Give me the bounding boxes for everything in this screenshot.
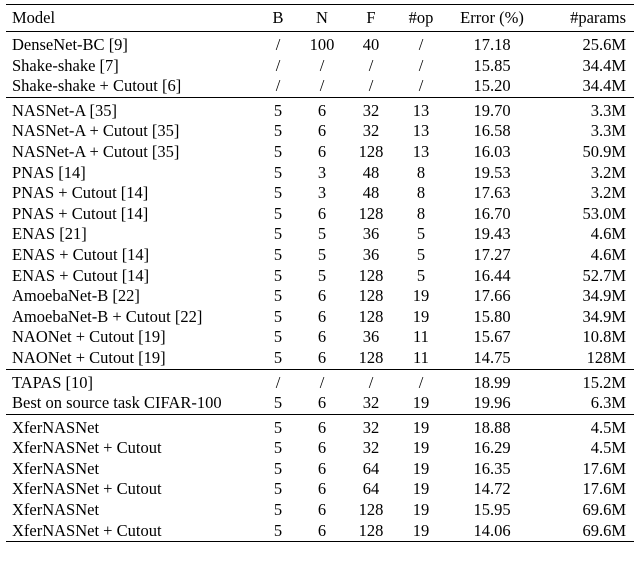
cell-b: 5	[273, 438, 283, 458]
cell-b: 5	[273, 224, 283, 244]
cell-params: 4.5M	[540, 414, 634, 438]
cell-error: 16.44	[473, 265, 511, 285]
cell-b: 5	[273, 327, 283, 347]
cell-op: 19	[412, 286, 430, 306]
cell-model: AmoebaNet-B + Cutout [22]	[12, 306, 203, 326]
cell-error: 19.70	[444, 97, 540, 121]
cell-op: 19	[412, 306, 430, 326]
cell-error: 19.96	[473, 393, 511, 413]
cell-error: 17.63	[473, 183, 511, 203]
cell-n: 6	[317, 479, 327, 499]
cell-op: 19	[412, 458, 430, 478]
table-row	[6, 32, 634, 56]
cell-n: 5	[317, 265, 327, 285]
cell-op: 13	[412, 121, 430, 141]
cell-error: 19.43	[473, 224, 511, 244]
cell-model: ENAS [21]	[12, 224, 87, 244]
cell-n: 6	[317, 393, 327, 413]
cell-op: 11	[413, 327, 429, 347]
cell-model: NASNet-A + Cutout [35]	[12, 141, 180, 161]
results-table	[6, 4, 634, 542]
cell-model: XferNASNet	[6, 414, 256, 438]
cell-model: XferNASNet	[12, 458, 100, 478]
cell-f: 128	[358, 141, 384, 161]
cell-op: /	[418, 55, 424, 75]
cell-b: 5	[273, 203, 283, 223]
cell-b: /	[256, 369, 300, 393]
cell-op: 19	[398, 521, 444, 542]
cell-op: /	[398, 369, 444, 393]
cell-n: 6	[300, 521, 344, 542]
table-row	[6, 348, 634, 369]
cell-n: 6	[317, 121, 327, 141]
cell-model: ENAS + Cutout [14]	[12, 244, 150, 264]
cell-model: XferNASNet + Cutout	[12, 438, 162, 458]
table-row	[6, 121, 634, 142]
cell-params: 4.6M	[590, 244, 626, 264]
cell-op: 5	[416, 224, 426, 244]
cell-params: 25.6M	[540, 32, 634, 56]
cell-error: 15.20	[473, 76, 511, 96]
cell-op: 19	[412, 500, 430, 520]
cell-b: 5	[273, 500, 283, 520]
cell-f: 32	[362, 121, 380, 141]
table-row	[6, 438, 634, 459]
cell-model: PNAS [14]	[12, 162, 86, 182]
cell-f: 128	[344, 521, 398, 542]
cell-n: /	[300, 369, 344, 393]
table-row	[6, 183, 634, 204]
cell-f: 32	[344, 414, 398, 438]
cell-f: 128	[358, 203, 384, 223]
header-b: B	[256, 5, 300, 32]
cell-model: Shake-shake [7]	[12, 55, 119, 75]
table-row	[6, 521, 634, 542]
cell-model: NASNet-A + Cutout [35]	[12, 121, 180, 141]
cell-model: NAONet + Cutout [19]	[12, 347, 166, 367]
cell-params: 50.9M	[582, 141, 626, 161]
cell-error: 16.58	[473, 121, 511, 141]
cell-params: 128M	[586, 347, 626, 367]
cell-op: 8	[416, 183, 426, 203]
cell-b: 5	[273, 121, 283, 141]
cell-n: 3	[317, 183, 327, 203]
cell-f: 48	[362, 162, 380, 182]
cell-error: 18.88	[444, 414, 540, 438]
cell-params: 69.6M	[582, 500, 626, 520]
cell-op: 11	[413, 347, 429, 367]
cell-error: 15.80	[473, 306, 511, 326]
cell-f: 128	[358, 500, 384, 520]
cell-error: 16.35	[473, 458, 511, 478]
cell-b: 5	[273, 347, 283, 367]
cell-f: 48	[362, 183, 380, 203]
cell-n: 6	[317, 141, 327, 161]
cell-params: 6.3M	[590, 393, 626, 413]
cell-params: 34.9M	[582, 286, 626, 306]
cell-n: 6	[317, 203, 327, 223]
cell-b: 5	[273, 265, 283, 285]
cell-error: 17.27	[473, 244, 511, 264]
cell-params: 4.5M	[590, 438, 626, 458]
cell-f: 32	[362, 438, 380, 458]
cell-f: 64	[362, 479, 380, 499]
cell-op: 19	[412, 438, 430, 458]
cell-f: 36	[362, 224, 380, 244]
cell-model: Best on source task CIFAR-100	[12, 393, 222, 413]
cell-b: /	[256, 32, 300, 56]
cell-error: 15.85	[473, 55, 511, 75]
table-group	[6, 369, 634, 414]
cell-f: 128	[358, 265, 384, 285]
table-group	[6, 32, 634, 98]
cell-f: 128	[358, 347, 384, 367]
cell-n: 3	[317, 162, 327, 182]
table-row	[6, 414, 634, 438]
header-error: Error (%)	[444, 5, 540, 32]
cell-error: 17.66	[473, 286, 511, 306]
cell-op: /	[398, 32, 444, 56]
cell-n: 6	[300, 414, 344, 438]
table-row	[6, 204, 634, 225]
cell-b: 5	[256, 521, 300, 542]
cell-model: NASNet-A [35]	[6, 97, 256, 121]
header-params: #params	[540, 5, 634, 32]
cell-params: 34.9M	[582, 306, 626, 326]
cell-op: 19	[412, 393, 430, 413]
cell-op: 5	[416, 265, 426, 285]
cell-model: TAPAS [10]	[6, 369, 256, 393]
cell-b: /	[275, 55, 281, 75]
cell-n: /	[319, 55, 325, 75]
cell-n: 6	[317, 458, 327, 478]
cell-params: 15.2M	[540, 369, 634, 393]
table-row	[6, 56, 634, 77]
cell-params: 4.6M	[590, 224, 626, 244]
cell-error: 14.72	[473, 479, 511, 499]
table-row	[6, 369, 634, 393]
cell-params: 3.3M	[540, 97, 634, 121]
table-group	[6, 97, 634, 369]
cell-op: 8	[416, 203, 426, 223]
table-row	[6, 266, 634, 287]
cell-b: 5	[273, 162, 283, 182]
cell-error: 16.70	[473, 203, 511, 223]
cell-n: 6	[300, 97, 344, 121]
table-row	[6, 479, 634, 500]
cell-f: 40	[344, 32, 398, 56]
header-n: N	[300, 5, 344, 32]
cell-params: 69.6M	[540, 521, 634, 542]
cell-model: PNAS + Cutout [14]	[12, 183, 149, 203]
cell-f: /	[368, 76, 374, 96]
cell-b: 5	[256, 414, 300, 438]
cell-error: 16.29	[473, 438, 511, 458]
table-row	[6, 327, 634, 348]
cell-n: 6	[317, 347, 327, 367]
cell-model: XferNASNet + Cutout	[6, 521, 256, 542]
cell-n: 6	[317, 500, 327, 520]
table-row	[6, 76, 634, 97]
cell-n: /	[319, 76, 325, 96]
cell-b: 5	[273, 244, 283, 264]
cell-error: 15.95	[473, 500, 511, 520]
cell-params: 52.7M	[582, 265, 626, 285]
cell-params: 3.3M	[590, 121, 626, 141]
cell-f: /	[344, 369, 398, 393]
cell-b: /	[275, 76, 281, 96]
cell-b: 5	[273, 479, 283, 499]
cell-model: XferNASNet	[12, 500, 100, 520]
cell-error: 15.67	[473, 327, 511, 347]
cell-model: ENAS + Cutout [14]	[12, 265, 150, 285]
cell-op: 8	[416, 162, 426, 182]
table-row	[6, 97, 634, 121]
cell-op: 13	[398, 97, 444, 121]
cell-params: 10.8M	[582, 327, 626, 347]
cell-params: 34.4M	[582, 76, 626, 96]
header-model: Model	[6, 5, 256, 32]
cell-op: 19	[398, 414, 444, 438]
cell-error: 14.06	[444, 521, 540, 542]
cell-model: PNAS + Cutout [14]	[12, 203, 149, 223]
cell-error: 16.03	[473, 141, 511, 161]
cell-f: 36	[362, 244, 380, 264]
cell-model: XferNASNet + Cutout	[12, 479, 162, 499]
cell-params: 3.2M	[590, 183, 626, 203]
cell-model: Shake-shake + Cutout [6]	[12, 76, 182, 96]
cell-f: 128	[358, 286, 384, 306]
header-f: F	[344, 5, 398, 32]
cell-b: 5	[273, 183, 283, 203]
cell-b: 5	[273, 306, 283, 326]
cell-model: AmoebaNet-B [22]	[12, 286, 140, 306]
cell-f: 36	[362, 327, 380, 347]
cell-f: 128	[358, 306, 384, 326]
cell-b: 5	[256, 97, 300, 121]
cell-n: 6	[317, 306, 327, 326]
cell-b: 5	[273, 458, 283, 478]
table-row	[6, 142, 634, 163]
cell-n: 6	[317, 327, 327, 347]
cell-error: 19.53	[473, 162, 511, 182]
cell-model: NAONet + Cutout [19]	[12, 327, 166, 347]
header-op: #op	[398, 5, 444, 32]
cell-op: 19	[412, 479, 430, 499]
cell-op: /	[418, 76, 424, 96]
table-row	[6, 500, 634, 521]
table-row	[6, 163, 634, 184]
cell-error: 18.99	[444, 369, 540, 393]
cell-params: 3.2M	[590, 162, 626, 182]
cell-f: 32	[362, 393, 380, 413]
cell-params: 17.6M	[582, 458, 626, 478]
cell-n: 5	[317, 224, 327, 244]
cell-params: 17.6M	[582, 479, 626, 499]
cell-b: 5	[273, 393, 283, 413]
table-row	[6, 245, 634, 266]
table-group	[6, 414, 634, 542]
table-row	[6, 459, 634, 480]
cell-n: 5	[317, 244, 327, 264]
cell-error: 14.75	[473, 347, 511, 367]
table-header-row	[6, 5, 634, 32]
cell-b: 5	[273, 141, 283, 161]
table-row	[6, 224, 634, 245]
cell-b: 5	[273, 286, 283, 306]
table-row	[6, 393, 634, 414]
cell-f: 64	[362, 458, 380, 478]
cell-model: DenseNet-BC [9]	[6, 32, 256, 56]
cell-n: 6	[317, 438, 327, 458]
cell-n: 100	[300, 32, 344, 56]
table-row	[6, 286, 634, 307]
cell-f: 32	[344, 97, 398, 121]
cell-op: 13	[412, 141, 430, 161]
cell-f: /	[368, 55, 374, 75]
table-row	[6, 307, 634, 328]
cell-params: 34.4M	[582, 55, 626, 75]
cell-op: 5	[416, 244, 426, 264]
cell-params: 53.0M	[582, 203, 626, 223]
cell-error: 17.18	[444, 32, 540, 56]
cell-n: 6	[317, 286, 327, 306]
